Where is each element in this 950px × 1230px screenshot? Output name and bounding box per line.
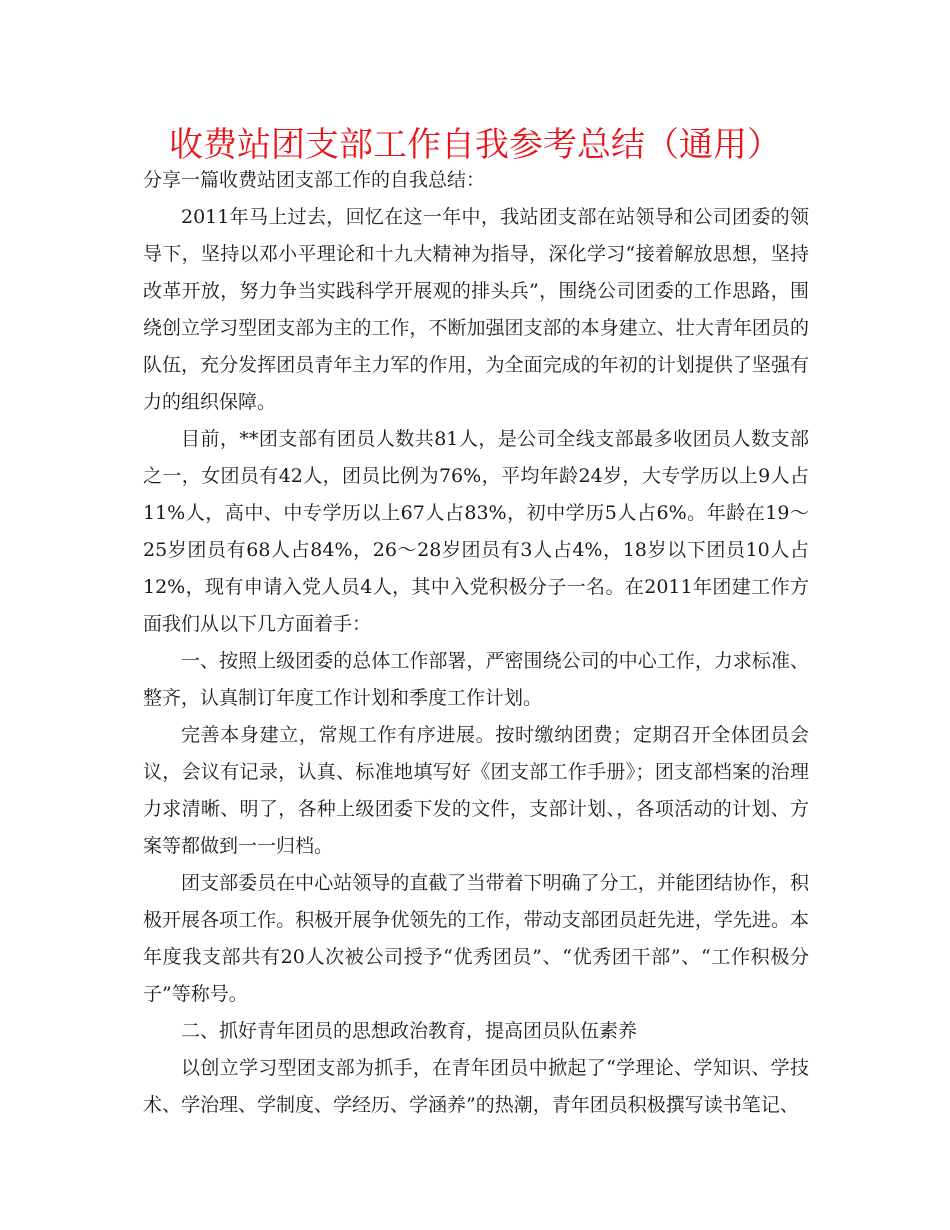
paragraph-intro: 分享一篇收费站团支部工作的自我总结： bbox=[143, 169, 486, 191]
document-title: 收费站团支部工作自我参考总结（通用） bbox=[169, 125, 781, 165]
paragraph-committee: 团支部委员在中心站领导的直截了当带着下明确了分工，并能团结协作，积极开展各项工作。积极开展争优领先的工作，带动支部团员赶先进，学先进。本年度我支部共有20人次被公司授予“优秀团员”、“优秀团干部”、“工作积极分子”等称号。 bbox=[143, 872, 809, 1005]
paragraph-section-one: 一、按照上级团委的总体工作部署，严密围绕公司的中心工作，力求标准、整齐，认真制订年度工作计划和季度工作计划。 bbox=[143, 650, 809, 709]
paragraph-statistics: 目前，**团支部有团员人数共81人，是公司全线支部最多收团员人数支部之一，女团员有42人，团员比例为76%，平均年龄24岁，大专学历以上9人占11%人，高中、中专学历以上67人占83%，初中学历5人占6%。年龄在19～25岁团员有68人占84%，26～28岁团员有3人占4%，18岁以下团员10人占12%，现有申请入党人员4人，其中入党积极分子一名。在2011年团建工作方面我们从以下几方面着手： bbox=[143, 428, 809, 635]
paragraph-review: 2011年马上过去，回忆在这一年中，我站团支部在站领导和公司团委的领导下，坚持以邓小平理论和十九大精神为指导，深化学习“接着解放思想，坚持改革开放，努力争当实践科学开展观的排头兵”，围绕公司团委的工作思路，围绕创立学习型团支部为主的工作，不断加强团支部的本身建立、壮大青年团员的队伍，充分发挥团员青年主力军的作用，为全面完成的年初的计划提供了坚强有力的组织保障。 bbox=[143, 206, 809, 413]
document-body bbox=[143, 162, 809, 1124]
paragraph-section-two: 二、抓好青年团员的思想政治教育，提高团员队伍素养 bbox=[181, 1020, 638, 1042]
paragraph-self-building: 完善本身建立，常规工作有序进展。按时缴纳团费；定期召开全体团员会议，会议有记录，认真、标准地填写好《团支部工作手册》；团支部档案的治理力求清晰、明了，各种上级团委下发的文件，支部计划、，各项活动的计划、方案等都做到一一归档。 bbox=[143, 724, 809, 857]
paragraph-learning: 以创立学习型团支部为抓手，在青年团员中掀起了“学理论、学知识、学技术、学治理、学制度、学经历、学涵养”的热潮，青年团员积极撰写读书笔记、 bbox=[143, 1057, 809, 1116]
